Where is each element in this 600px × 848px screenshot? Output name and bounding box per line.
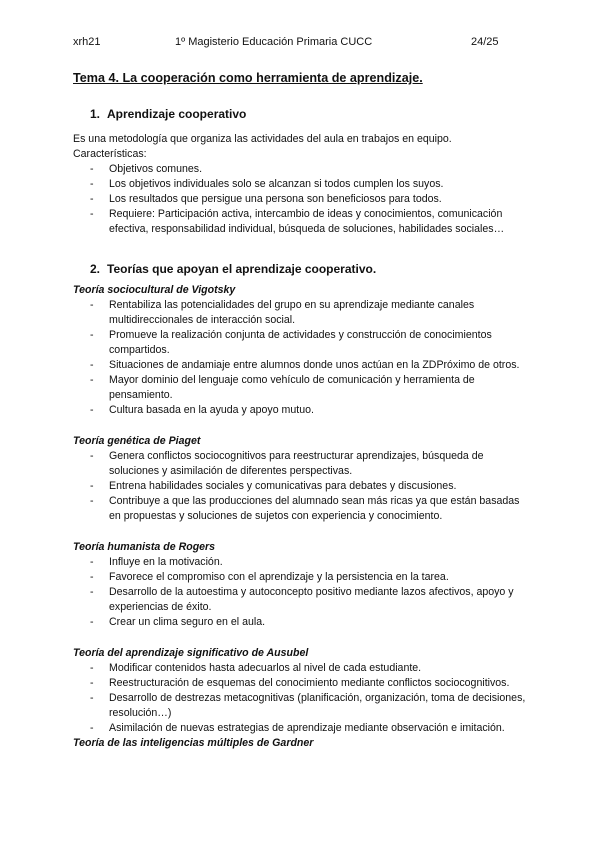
theory-ausubel-title: Teoría del aprendizaje significativo de Ausubel [73, 647, 309, 659]
list-item: - Los resultados que persigue una persona son beneficiosos para todos. [73, 192, 533, 207]
theory-gardner-title: Teoría de las inteligencias múltiples de Gardner [73, 737, 314, 749]
theory-rogers-list [73, 555, 533, 630]
section-2-title: Teorías que apoyan el aprendizaje cooperativo. [107, 262, 377, 276]
list-item: - Asimilación de nuevas estrategias de aprendizaje mediante observación e imitación. [73, 721, 533, 736]
list-item: - Crear un clima seguro en el aula. [73, 615, 533, 630]
list-item: - Desarrollo de destrezas metacognitivas (planificación, organización, toma de decisiones, resolución…) [73, 691, 533, 721]
page-header [0, 36, 600, 50]
list-item: - Favorece el compromiso con el aprendizaje y la persistencia en la tarea. [73, 570, 533, 585]
theory-vigotsky-title: Teoría sociocultural de Vigotsky [73, 284, 236, 296]
section-1-number: 1. [90, 107, 101, 121]
section-1-title: Aprendizaje cooperativo [107, 107, 247, 121]
list-item: - Contribuye a que las producciones del alumnado sean más ricas ya que están basadas en propuestas y soluciones de sujetos con experiencia y conocimiento. [73, 494, 533, 524]
list-item: - Objetivos comunes. [73, 162, 533, 177]
list-item: - Rentabiliza las potencialidades del grupo en su aprendizaje mediante canales multidireccionales de interacción social. [73, 298, 533, 328]
theory-ausubel-list [73, 661, 533, 736]
list-item: - Situaciones de andamiaje entre alumnos donde unos actúan en la ZDPróximo de otros. [73, 358, 533, 373]
list-item: - Genera conflictos sociocognitivos para reestructurar aprendizajes, búsqueda de soluciones y asimilación de diferentes perspectivas. [73, 449, 533, 479]
section-2-number: 2. [90, 262, 101, 276]
section-1-intro: Es una metodología que organiza las actividades del aula en trabajos en equipo. [73, 133, 452, 145]
header-author: xrh21 [73, 36, 101, 48]
document-body [73, 70, 533, 751]
list-item: - Influye en la motivación. [73, 555, 533, 570]
list-item: - Modificar contenidos hasta adecuarlos al nivel de cada estudiante. [73, 661, 533, 676]
header-course: 1º Magisterio Educación Primaria CUCC [175, 36, 373, 48]
list-item: - Reestructuración de esquemas del conocimiento mediante conflictos sociocognitivos. [73, 676, 533, 691]
characteristics-list [73, 162, 533, 237]
list-item: - Cultura basada en la ayuda y apoyo mutuo. [73, 403, 533, 418]
list-item: - Requiere: Participación activa, intercambio de ideas y conocimientos, comunicación efectiva, responsabilidad individual, búsqueda de soluciones, habilidades sociales… [73, 207, 533, 237]
list-item: - Desarrollo de la autoestima y autoconcepto positivo mediante lazos afectivos, apoyo y experiencias de éxito. [73, 585, 533, 615]
header-year: 24/25 [471, 36, 499, 48]
list-item: - Los objetivos individuales solo se alcanzan si todos cumplen los suyos. [73, 177, 533, 192]
list-item: - Entrena habilidades sociales y comunicativas para debates y discusiones. [73, 479, 533, 494]
theory-vigotsky-list [73, 298, 533, 418]
list-item: - Mayor dominio del lenguaje como vehículo de comunicación y herramienta de pensamiento. [73, 373, 533, 403]
theory-rogers-title: Teoría humanista de Rogers [73, 541, 216, 553]
characteristics-label: Características: [73, 148, 147, 160]
theory-piaget-title: Teoría genética de Piaget [73, 435, 201, 447]
theory-piaget-list [73, 449, 533, 524]
list-item: - Promueve la realización conjunta de actividades y construcción de conocimientos compartidos. [73, 328, 533, 358]
page-title: Tema 4. La cooperación como herramienta de aprendizaje. [73, 71, 423, 85]
section-2-heading [90, 262, 533, 277]
section-1-heading [90, 107, 533, 122]
